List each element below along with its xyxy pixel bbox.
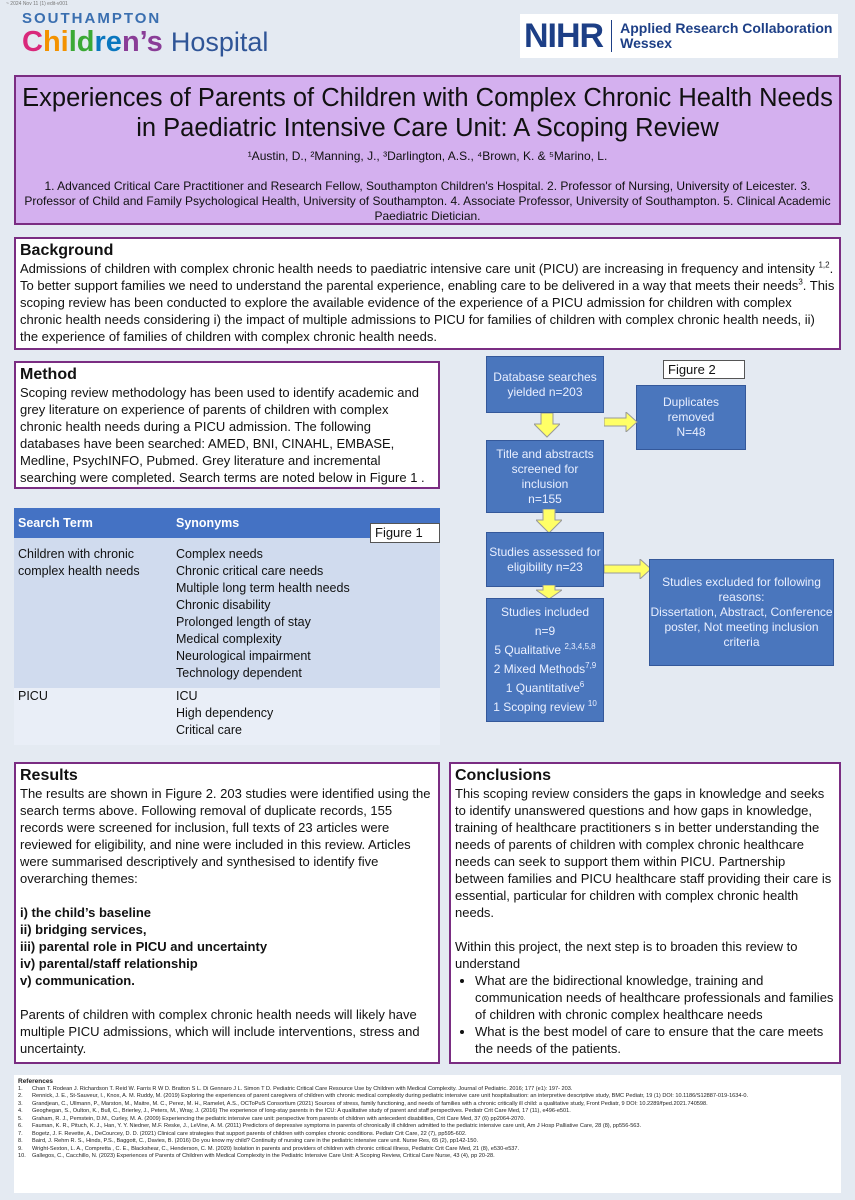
results-section <box>14 762 440 1064</box>
list-item: 2. Rennick, J. E., St-Sauveur, I., Knox, A. M. Ruddy, M. (2019) Exploring the experiences of parent caregivers of children with chronic medical complexity during pediatric intensive care unit hospitalisation: an interpretive descriptive study, BMC Pediatr, 19 (1) DOI: 10.1186/S12887-019-1634-0. <box>18 1093 749 1099</box>
affiliations: 1. Advanced Critical Care Practitioner and Research Fellow, Southampton Children's Hospital. 2. Professor of Nursing, University of Leicester. 3. Professor of Child and Family Psychological Health, University of Southampton. 4. Associate Professor, University of Southampton. 5. Clinical Academic Paediatric Dietician. <box>24 179 831 223</box>
table-cell-term: Children with chronic complex health needs <box>14 538 172 688</box>
title-panel <box>14 75 841 225</box>
list-item: • What is the best model of care to ensure that the care meets the needs of the patients. <box>475 1023 835 1057</box>
conclusions-next-step: Within this project, the next step is to broaden this review to understand <box>455 939 798 971</box>
poster-title: Experiences of Parents of Children with Complex Chronic Health Needs in Paediatric Intensive Care Unit: A Scoping Review <box>22 84 833 142</box>
conclusions-text: This scoping review considers the gaps in knowledge and seeks to identify unanswered questions and how gaps in knowledge, training of healthcare practitioners s in better understanding the needs of parents of children with complex chronic healthcare needs can seek to support them within PICU. Partnership between families and PICU healthcare staff providing their care is essential, particular for children with complex chronic health needs. <box>455 786 832 920</box>
results-closing: Parents of children with complex chronic health needs will likely have multiple PICU admissions, which will include interventions, stress and uncertainty. <box>20 1007 420 1056</box>
conclusions-section <box>449 762 841 1064</box>
flow-box-duplicates: Duplicates removed N=48 <box>636 385 746 450</box>
flow-box-eligibility: Studies assessed for eligibility n=23 <box>486 532 604 587</box>
list-item: 10. Gallegos, C., Cacchillo, N. (2023) Experiences of Parents of Children with Medical Complexity in the Pediatric Intensive Care Unit: A Scoping Review, Critical Care Nurse, 43 (4), pp 20-28. <box>18 1153 495 1159</box>
flow-box-included: Studies included n=9 5 Qualitative $^{2,3,4,5,8}$ 2 Mixed Methods$^{7,9}$ 1 Quantitative$^6$ 1 Scoping review $^{10}$ <box>486 598 604 722</box>
table-header-search-term: Search Term <box>14 508 172 538</box>
flow-arrow-2 <box>536 509 562 534</box>
table-row <box>14 538 440 688</box>
method-heading: Method <box>20 366 77 383</box>
method-text: Scoping review methodology has been used to identify academic and grey literature on experience of parents of children with complex chronic health needs during a PICU admission. The following databases have been searched: AMED, BNI, CINAHL, EMBASE, Medline, PsychINFO, Pubmed. Grey literature and incremental searching were completed. Search terms are noted below in Figure 1 . <box>20 385 425 485</box>
flow-arrow-excluded <box>604 559 652 579</box>
flow-box-excluded: Studies excluded for following reasons: Dissertation, Abstract, Conference poster, Not meeting inclusion criteria <box>649 559 834 666</box>
list-item: 1. Chan T. Rodean J. Richardson T. Reid W. Farris R W D. Bratton S L. Di Gennaro J L. Simon T D. Pediatric Critical Care Resource Use by Children with Medical Complexity. Journal of Pediatric. 2016; 177 (e1): 197- 203. <box>18 1085 573 1092</box>
flow-arrow-duplicates <box>604 412 638 432</box>
logo-childrens: Children’s Hospital <box>22 26 269 58</box>
logo-divider <box>611 20 612 52</box>
authors: ¹Austin, D., ²Manning, J., ³Darlington, A.S., ⁴Brown, K. & ⁵Marino, L. <box>247 149 608 163</box>
figure-1-label: Figure 1 <box>370 523 440 543</box>
table-cell-term: PICU <box>14 688 172 745</box>
background-heading: Background <box>20 242 114 259</box>
results-text: The results are shown in Figure 2. 203 studies were identified using the search terms above. Following removal of duplicate records, 155 records were screened for inclusion, full texts of 23 articles were reviewed for eligibility, and nine were included in this review. Articles were summarised descriptively and synthesised to identify five overarching themes: <box>20 786 431 886</box>
table-cell-synonyms: Complex needs Chronic critical care needs Multiple long term health needs Chronic disability Prolonged length of stay Medical complexity Neurological impairment Technology dependent <box>172 538 440 688</box>
flow-box-database: Database searches yielded n=203 <box>486 356 604 413</box>
list-item: 5. Graham, R. J., Pemstein, D.M., Curley, M. A. (2009) Experiencing the pediatric intensive care unit: perspective from parents of children with antecedent disabilities, Crit Care Med, 37 (6) pp2064-2070. <box>18 1115 525 1122</box>
list-item: 6. Fauman, K. R., Pituch, K. J., Han, Y. Y. Niedner, M.F. Reske, J., LeVine, A. M. (2011) Predictors of depressive symptoms in parents of chronically ill children admitted to the pediatric intensive care unit, Am J Hosp Palliative Care, 28 (8), pp556-563. <box>18 1123 642 1129</box>
method-section <box>14 361 440 489</box>
table-header-synonyms: Synonyms <box>172 508 440 538</box>
references-heading: References <box>18 1078 54 1085</box>
list-item: • What are the bidirectional knowledge, training and communication needs of healthcare professionals and families of children with chronic complex healthcare needs <box>475 972 835 1023</box>
table-cell-synonyms: ICU High dependency Critical care <box>172 688 440 745</box>
background-text: Admissions of children with complex chronic health needs to paediatric intensive care unit (PICU) are increasing in frequency and intensity $^{1,2}$. To better support families we need to understand the parental experience, enabling care to be delivered in a way that meets their needs$^3$. This scoping review has been conducted to explore the available evidence of the experience of a PICU admission for children with complex chronic health needs considering i) the impact of multiple admissions to PICU for families of children with complex chronic health needs, ii) the experience of families of children with complex chronic health needs. <box>20 260 835 344</box>
search-terms-table <box>14 508 440 745</box>
conclusions-heading: Conclusions <box>455 767 552 784</box>
conclusions-bullets <box>455 972 835 1057</box>
southampton-childrens-hospital-logo <box>22 10 272 60</box>
list-item: 3. Grandjean, C., Ullmann, P., Marston, M., Maitre, M. C., Perez, M. H., Ramelet, A.S., OCToPuS Consortium (2021) Sources of stress, family functioning, and needs of families with a chronic critically ill child: a qualitative study, Front Pediatr, 9 DOI: 10.2289/fped.2021.740598. <box>18 1100 708 1107</box>
flow-box-screened: Title and abstracts screened for inclusion n=155 <box>486 440 604 513</box>
nihr-wordmark: NIHR <box>524 16 604 55</box>
list-item: 7. Bogetz, J. F. Revette, A., DeCourcey, D. D. (2021) Clinical care strategies that support parents of children with complex chronic conditions. Pediatr Crit Care, 22 (7), pp595-602. <box>18 1130 467 1137</box>
arc-wessex-text: Applied Research Collaboration Wessex <box>620 20 833 51</box>
nihr-arc-logo <box>520 14 838 58</box>
logo-southampton: SOUTHAMPTON <box>22 10 162 27</box>
figure-2-label: Figure 2 <box>663 360 745 379</box>
results-heading: Results <box>20 767 78 784</box>
list-item: 9. Wright-Sexton, L. A., Compretta , C. E., Blackshear, C., Henderson, C. M. (2020) Isolation in parents and providers of children with chronic critical illness, Pediatric Crit Care Med, 21 (8), e530-e537. <box>18 1145 520 1152</box>
flow-arrow-1 <box>534 413 560 438</box>
list-item: 8. Baird, J. Rehm R. S., Hinds, P.S., Baggott, C., Davies, B. (2016) Do you know my child? Continuity of nursing care in the pediatric intensive care unit. Nurse Res, 65 (2), pp142-150. <box>18 1138 479 1144</box>
references-section <box>14 1075 841 1193</box>
results-themes: i) the child’s baseline ii) bridging services, iii) parental role in PICU and uncertainty iv) parental/staff relationship v) communication. <box>20 905 268 988</box>
background-section <box>14 237 841 350</box>
table-row <box>14 688 440 745</box>
meta-text: ~ 2024 Nov 11 (1) edit-v001 <box>6 1 68 7</box>
list-item: 4. Geoghegan, S., Oulton, K., Bull, C., Brierley, J., Peters, M., Wray, J. (2016) The experience of long-stay parents in the ICU: A qualitative study of parent and staff perspectives. Pediatr Crit Care Med, 17 (11), e496-e501. <box>18 1108 571 1114</box>
